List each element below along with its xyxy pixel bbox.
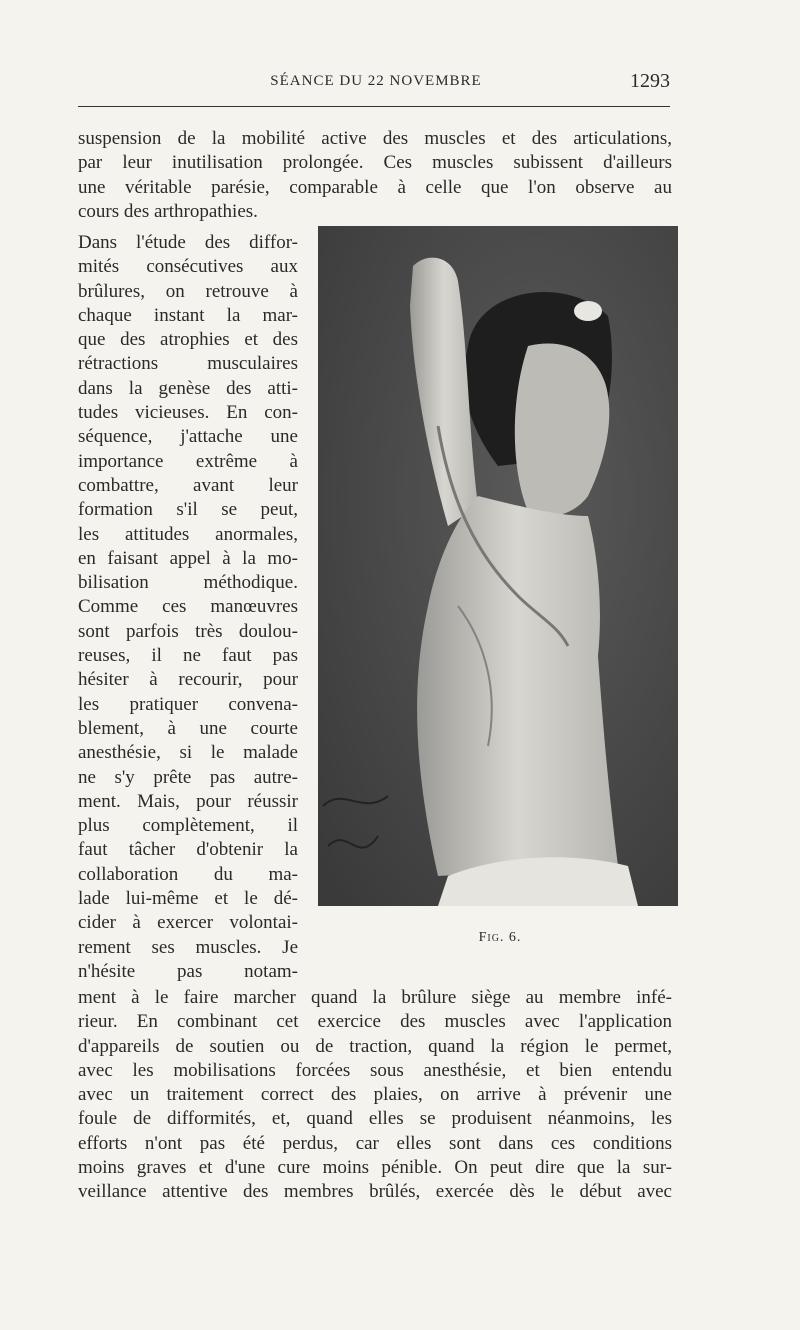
text-line: avec les mobilisations forcées sous anesthésie, et bien entendu xyxy=(78,1059,672,1081)
photograph-illustration xyxy=(318,226,678,906)
text-line: veillance attentive des membres brûlés, exercée dès le début avec xyxy=(78,1181,672,1203)
text-line: brûlures, on retrouve à xyxy=(78,280,298,302)
text-line: hésiter à recourir, pour xyxy=(78,669,298,691)
text-line: importance extrême à xyxy=(78,450,298,472)
text-line: sont parfois très doulou- xyxy=(78,620,298,642)
text-line: anesthésie, si le malade xyxy=(78,742,298,764)
text-line: mités consécutives aux xyxy=(78,256,298,278)
text-line: ne s'y prête pas autre- xyxy=(78,766,298,788)
text-line: formation s'il se peut, xyxy=(78,499,298,521)
text-line: cider à exercer volontai- xyxy=(78,912,298,934)
text-line: suspension de la mobilité active des muscles et des articulations, xyxy=(78,128,672,149)
text-line: n'hésite pas notam- xyxy=(78,960,298,982)
text-line: que des atrophies et des xyxy=(78,329,298,351)
text-line: séquence, j'attache une xyxy=(78,426,298,448)
text-line: par leur inutilisation prolongée. Ces muscles subissent d'ailleurs xyxy=(78,152,672,174)
figure-photograph xyxy=(318,226,678,906)
text-line: d'appareils de soutien ou de traction, quand la région le permet, xyxy=(78,1035,672,1057)
text-line: cours des arthropathies. xyxy=(78,200,258,222)
text-line: dans la genèse des atti- xyxy=(78,377,298,399)
text-line: chaque instant la mar- xyxy=(78,304,298,326)
column-paragraph xyxy=(78,231,298,984)
text-line: Dans l'étude des diffor- xyxy=(78,232,298,253)
text-line: Comme ces manœuvres xyxy=(78,596,298,618)
text-line: en faisant appel à la mo- xyxy=(78,547,298,569)
text-line: plus complètement, il xyxy=(78,815,298,837)
page-number: 1293 xyxy=(630,70,670,92)
text-line: rement ses muscles. Je xyxy=(78,936,298,958)
text-line: bilisation méthodique. xyxy=(78,572,298,594)
bottom-paragraph xyxy=(78,986,672,1205)
running-head xyxy=(78,70,674,94)
header-rule xyxy=(78,106,670,107)
text-line: lade lui-même et le dé- xyxy=(78,888,298,910)
text-line: une véritable parésie, comparable à celle que l'on observe au xyxy=(78,176,672,198)
text-line: rieur. En combinant cet exercice des muscles avec l'application xyxy=(78,1011,672,1033)
text-line: foule de difformités, et, quand elles se produisent néanmoins, les xyxy=(78,1108,672,1130)
text-line: ment. Mais, pour réussir xyxy=(78,790,298,812)
text-line: efforts n'ont pas été perdus, car elles sont dans ces conditions xyxy=(78,1132,672,1154)
text-line: combattre, avant leur xyxy=(78,474,298,496)
text-line: faut tâcher d'obtenir la xyxy=(78,839,298,861)
text-line: collaboration du ma- xyxy=(78,863,298,885)
text-line: ment à le faire marcher quand la brûlure siège au membre infé- xyxy=(78,987,672,1008)
text-line: rétractions musculaires xyxy=(78,353,298,375)
running-title: SÉANCE DU 22 NOVEMBRE xyxy=(270,73,482,89)
text-line: tudes vicieuses. En con- xyxy=(78,402,298,424)
text-line: les pratiquer convena- xyxy=(78,693,298,715)
text-line: moins graves et d'une cure moins pénible. On peut dire que la sur- xyxy=(78,1157,672,1179)
figure-caption: Fig. 6. xyxy=(478,930,522,945)
text-line: avec un traitement correct des plaies, on arrive à prévenir une xyxy=(78,1084,672,1106)
text-line: blement, à une courte xyxy=(78,717,298,739)
text-line: les attitudes anormales, xyxy=(78,523,298,545)
intro-paragraph xyxy=(78,127,672,224)
text-line: reuses, il ne faut pas xyxy=(78,645,298,667)
